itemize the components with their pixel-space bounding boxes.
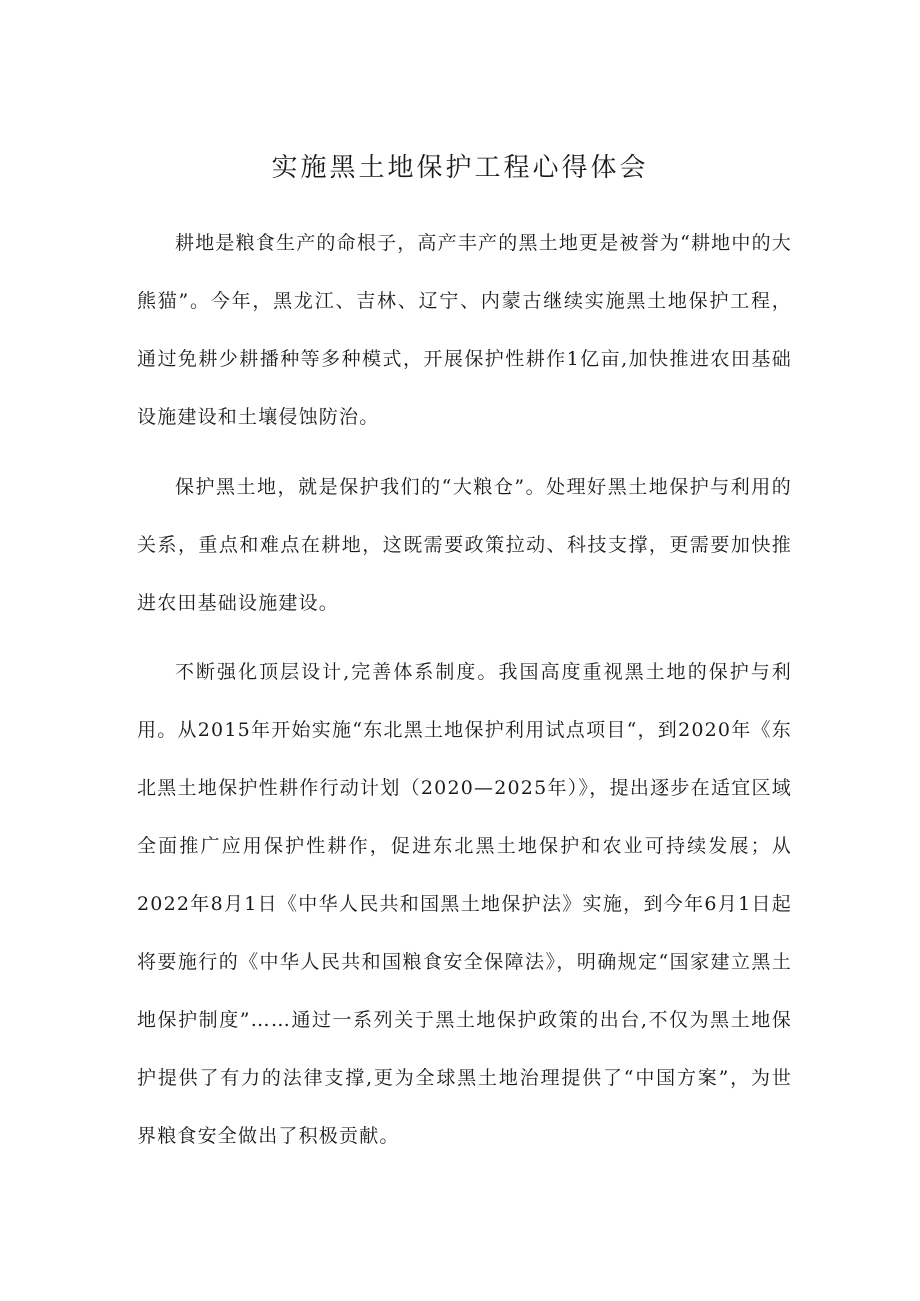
document-title: 实施黑土地保护工程心得体会 (271, 153, 649, 183)
paragraph-policy: 不断强化顶层设计,完善体系制度。我国高度重视黑土地的保护与利用。从2015年开始实施“东北黑土地保护利用试点项目“，到2020年《东北黑土地保护性耕作行动计划（2020—2025年）》，提出逐步在适宜区域全面推广应用保护性耕作，促进东北黑土地保护和农业可持续发展；从2022年8月1日《中华人民共和国黑土地保护法》实施，到今年6月1日起将要施行的《中华人民共和国粮食安全保障法》，明确规定“国家建立黑土地保护制度”……通过一系列关于黑土地保护政策的出台,不仅为黑土地保护提供了有力的法律支撑,更为全球黑土地治理提供了“中国方案”，为世界粮食安全做出了积极贡献。 (137, 661, 792, 1147)
paragraph-intro: 耕地是粮食生产的命根子，高产丰产的黑土地更是被誉为“耕地中的大熊猫”。今年，黑龙江、吉林、辽宁、内蒙古继续实施黑土地保护工程，通过免耕少耕播种等多种模式，开展保护性耕作1亿亩,加快推进农田基础设施建设和土壤侵蚀防治。 (137, 232, 792, 428)
paragraph-granary: 保护黑土地，就是保护我们的“大粮仓”。处理好黑土地保护与利用的关系，重点和难点在耕地，这既需要政策拉动、科技支撑，更需要加快推进农田基础设施建设。 (137, 476, 792, 614)
